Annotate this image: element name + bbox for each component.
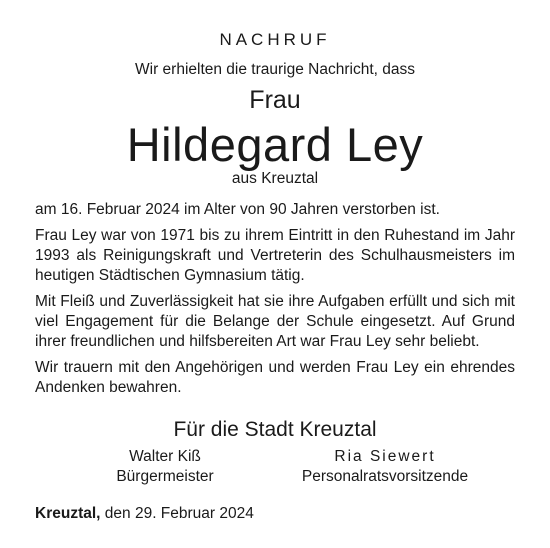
city-title: Für die Stadt Kreuztal bbox=[173, 418, 377, 441]
signer-block-right bbox=[265, 447, 505, 487]
notice-heading: NACHRUF bbox=[219, 30, 331, 49]
origin-line: aus Kreuztal bbox=[231, 170, 319, 187]
footer-date: den 29. Februar 2024 bbox=[104, 505, 254, 522]
body-paragraph: Wir trauern mit den Angehörigen und werden Frau Ley ein ehrendes Andenken bewahren. bbox=[35, 359, 515, 396]
body-paragraph: am 16. Februar 2024 im Alter von 90 Jahren verstorben ist. bbox=[35, 201, 440, 218]
salutation: Frau bbox=[249, 86, 301, 114]
notice-body bbox=[35, 200, 515, 404]
signer-block-left bbox=[45, 447, 285, 487]
signer-role: Personalratsvorsitzende bbox=[301, 468, 469, 485]
footer-place: Kreuztal, bbox=[35, 505, 101, 522]
signer-name: Ria Siewert bbox=[334, 448, 436, 465]
body-paragraph: Frau Ley war von 1971 bis zu ihrem Eintritt in den Ruhestand im Jahr 1993 als Reinigungskraft und Vertreterin des Schulhausmeisters im heutigen Städtischen Gymnasium tätig. bbox=[35, 227, 515, 284]
body-paragraph: Mit Fleiß und Zuverlässigkeit hat sie ihre Aufgaben erfüllt und sich mit viel Engagement für die Belange der Schule eingesetzt. Auf Grund ihrer freundlichen und hilfsbereiten Art war Frau Ley sehr beliebt. bbox=[35, 293, 515, 350]
intro-line: Wir erhielten die traurige Nachricht, dass bbox=[135, 61, 415, 78]
signer-role: Bürgermeister bbox=[116, 468, 214, 485]
footer-place-date bbox=[35, 505, 254, 523]
signer-name: Walter Kiß bbox=[129, 448, 201, 465]
deceased-name: Hildegard Ley bbox=[126, 118, 424, 171]
